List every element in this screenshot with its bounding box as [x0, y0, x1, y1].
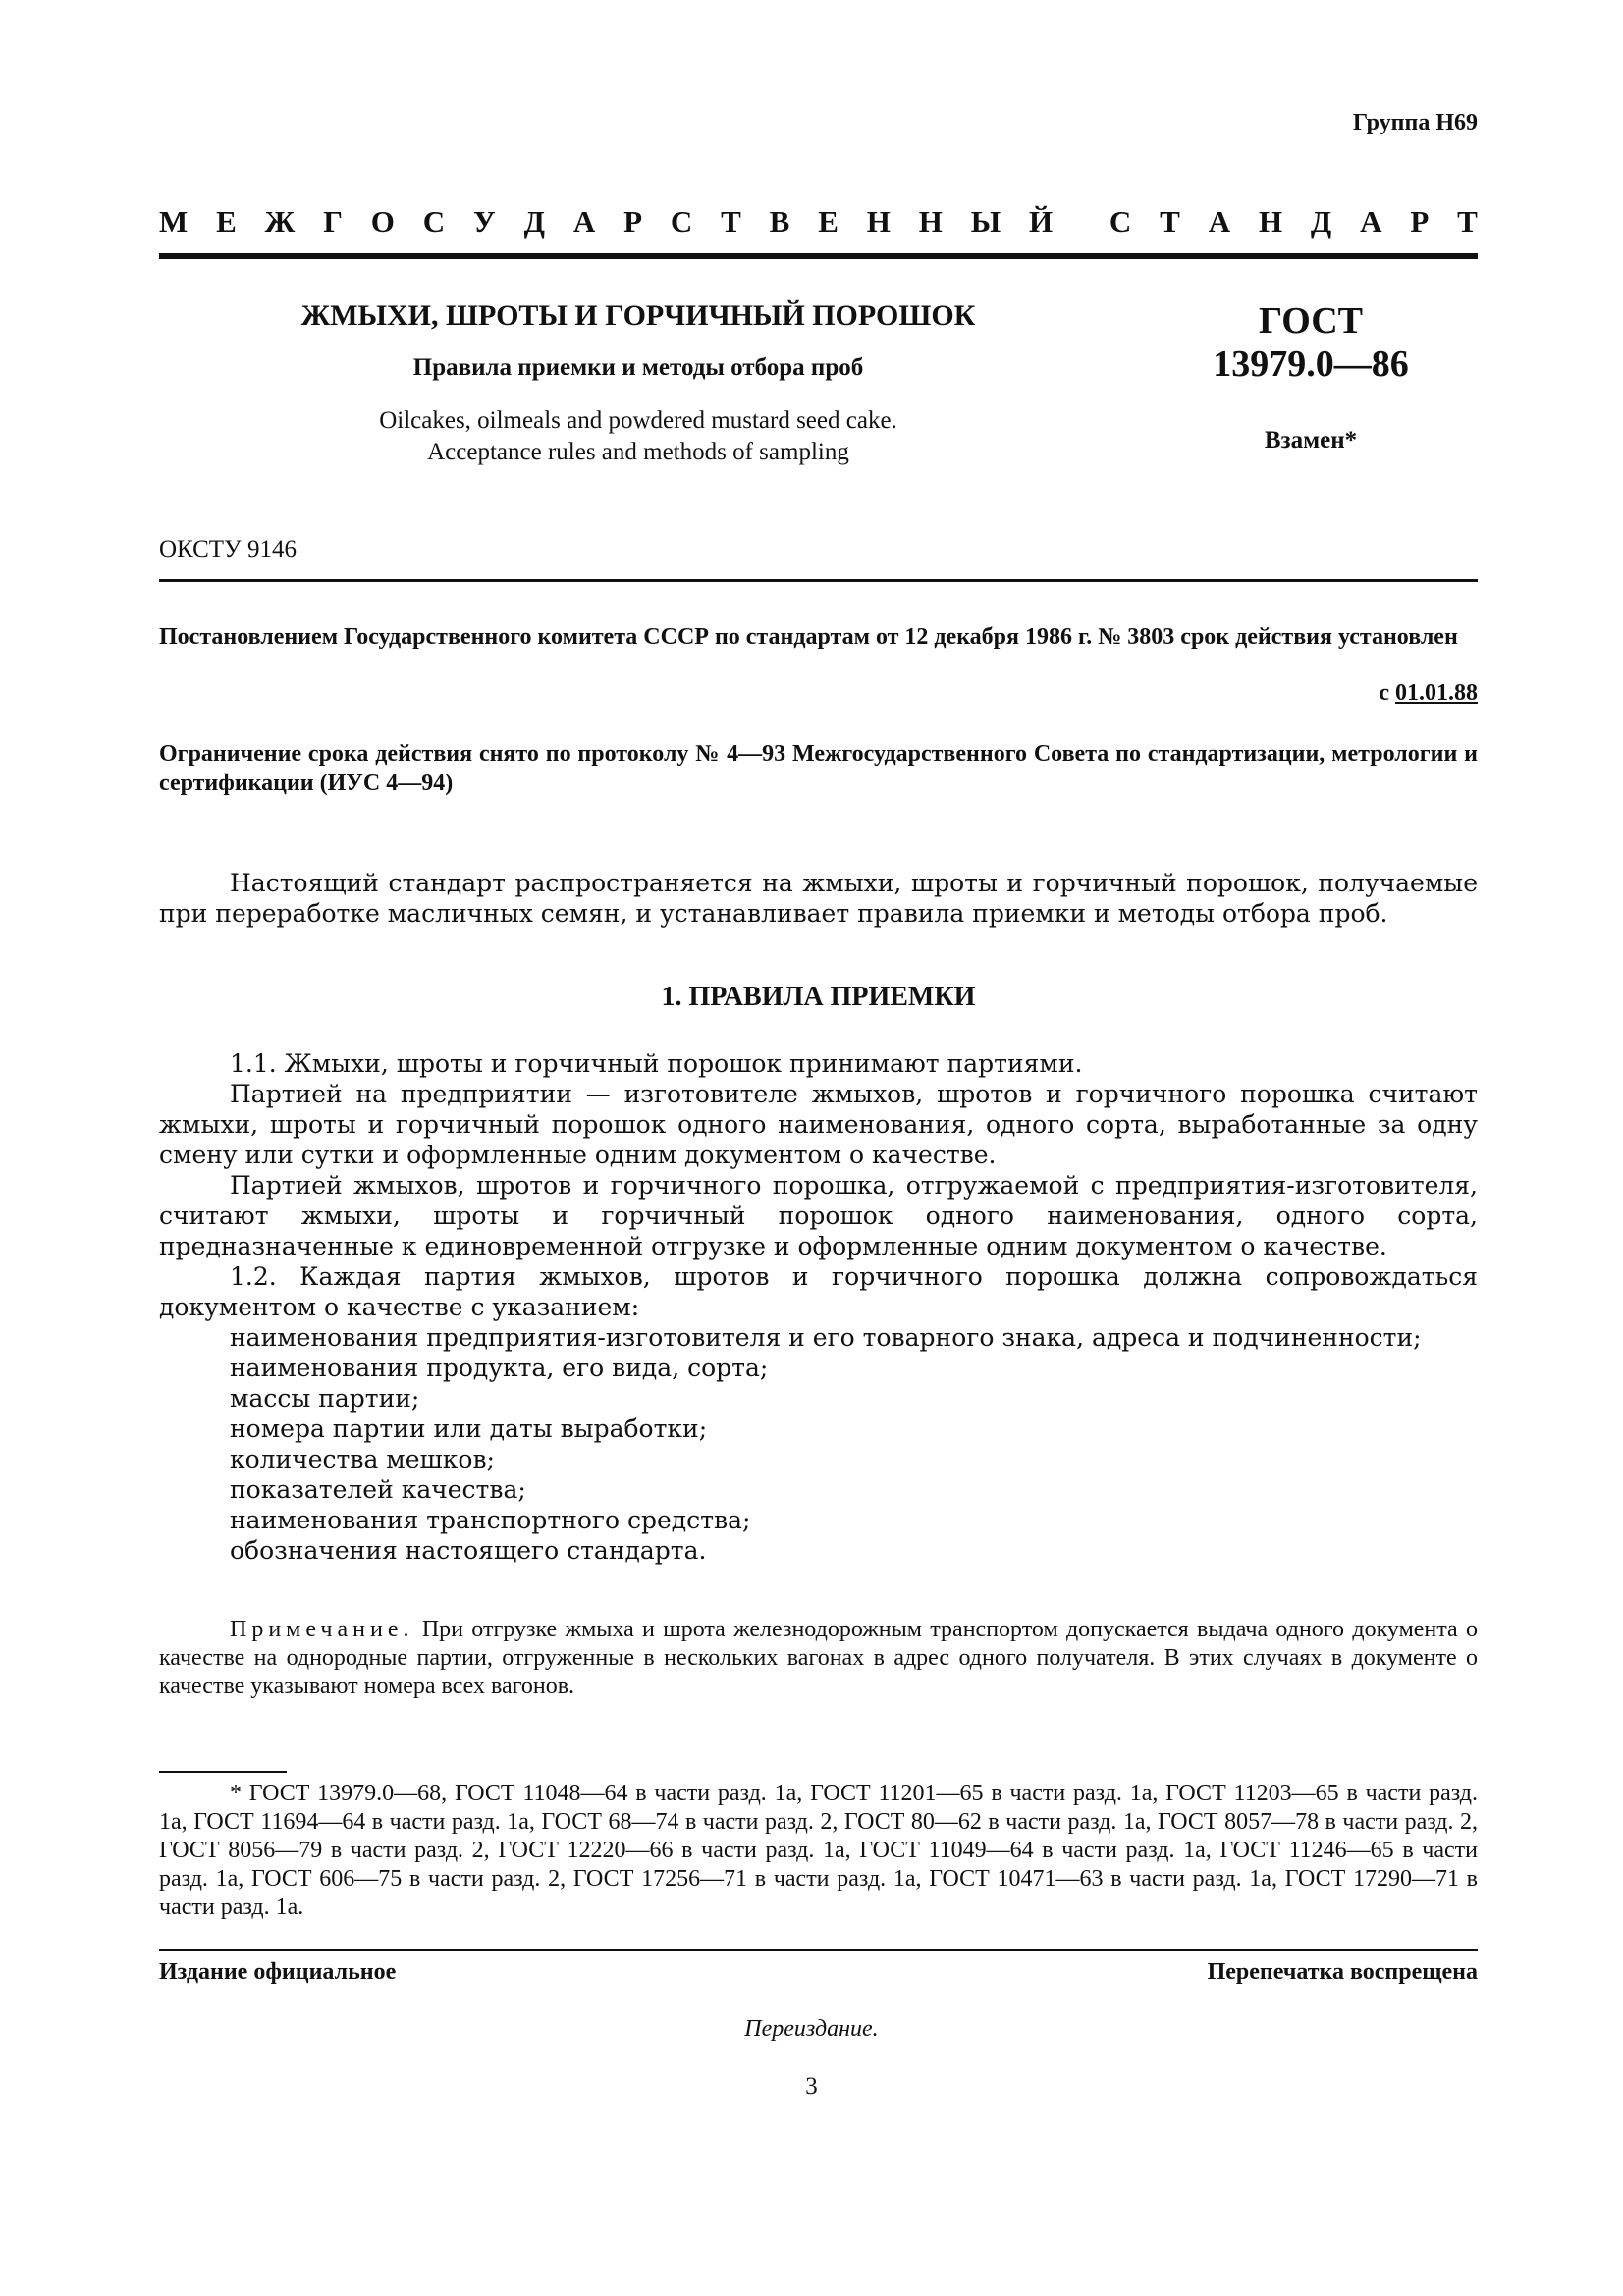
official-edition: Издание официальное	[159, 1959, 397, 1985]
heading-letter: Т	[1160, 204, 1180, 239]
heading-letter: Е	[818, 204, 839, 239]
heading-letter: С	[422, 204, 446, 239]
list-item: количества мешков;	[230, 1445, 495, 1473]
reissue-label: Переиздание.	[744, 2016, 879, 2042]
heading-letter: О	[370, 204, 395, 239]
heading-letter: Т	[721, 204, 741, 239]
reprint-ban: Перепечатка воспрещена	[1207, 1959, 1478, 1985]
list-item: номера партии или даты выработки;	[230, 1415, 708, 1443]
footnote-rule	[159, 1771, 287, 1773]
paragraph: 1.1. Жмыхи, шроты и горчичный порошок принимают партиями.	[230, 1049, 1083, 1078]
okstu-rule	[159, 579, 1478, 582]
heading-rule	[159, 253, 1478, 259]
heading-letter: Д	[1310, 204, 1332, 239]
heading-letter: Е	[216, 204, 237, 239]
heading-letter: Й	[1029, 204, 1054, 239]
list-item: наименования транспортного средства;	[230, 1506, 751, 1534]
document-title: ЖМЫХИ, ШРОТЫ И ГОРЧИЧНЫЙ ПОРОШОК	[300, 299, 976, 332]
heading-letter: Ж	[264, 204, 296, 239]
heading-letter: Ы	[970, 204, 1001, 239]
paragraph: 1.2. Каждая партия жмыхов, шротов и горчичного порошка должна сопровождаться документом о качестве с указанием:	[159, 1262, 1478, 1321]
heading-letter: В	[769, 204, 790, 239]
effective-date: 01.01.88	[1395, 680, 1478, 706]
gost-number: 13979.0—86	[1213, 344, 1409, 385]
intro-paragraph: Настоящий стандарт распространяется на жмыхи, шроты и горчичный порошок, получаемые при переработке масличных семян, и устанавливает правила приемки и методы отбора проб.	[159, 869, 1478, 928]
note	[159, 1616, 1478, 1701]
heading-letter: А	[572, 204, 596, 239]
replaces-label: Взамен*	[1264, 427, 1358, 454]
heading-letter: Н	[1258, 204, 1283, 239]
english-title-line: Oilcakes, oilmeals and powdered mustard seed cake.	[379, 407, 897, 434]
group-code: Группа Н69	[1352, 110, 1478, 135]
footer-rule	[159, 1949, 1478, 1951]
effective-prefix: с	[1379, 680, 1389, 706]
english-title-line: Acceptance rules and methods of sampling	[427, 439, 849, 465]
list-item: обозначения настоящего стандарта.	[230, 1536, 707, 1565]
heading-letter: Т	[1457, 204, 1478, 239]
gost-label: ГОСТ	[1258, 300, 1364, 342]
limitation-text: Ограничение срока действия снято по протоколу № 4—93 Межгосударственного Совета по стандартизации, метрологии и сертификации (ИУС 4—94)	[159, 741, 1478, 796]
list-item: наименования продукта, его вида, сорта;	[230, 1354, 769, 1382]
heading-letter: М	[159, 204, 189, 239]
section-title: 1. ПРАВИЛА ПРИЕМКИ	[661, 982, 976, 1012]
gost-block	[1168, 299, 1453, 454]
list-item: наименования предприятия-изготовителя и его товарного знака, адреса и подчиненности;	[230, 1323, 1422, 1352]
heading-letter: А	[1208, 204, 1231, 239]
okstu-code: ОКСТУ 9146	[159, 536, 298, 562]
heading-letter: Н	[866, 204, 891, 239]
note-text: При отгрузке жмыха и шрота железнодорожным транспортом допускается выдача одного документа о качестве на однородные партии, отгруженные в нескольких вагонах в адрес одного получателя. В этих случаях в документе о качестве указывают номера всех вагонов.	[159, 1617, 1479, 1699]
list-item: массы партии;	[230, 1384, 420, 1413]
section-body	[159, 1048, 1478, 1566]
page-number: 3	[805, 2073, 818, 2100]
english-title	[285, 405, 992, 468]
heading-letter: С	[1109, 204, 1132, 239]
title-block	[285, 299, 992, 468]
document-subtitle: Правила приемки и методы отбора проб	[412, 354, 864, 381]
note-label: Примечание.	[230, 1617, 414, 1642]
decree-text: Постановлением Государственного комитета СССР по стандартам от 12 декабря 1986 г. № 3803 срок действия установлен	[159, 624, 1458, 650]
list-item: показателей качества;	[230, 1475, 526, 1504]
heading-letter: С	[670, 204, 693, 239]
paragraph: Партией жмыхов, шротов и горчичного порошка, отгружаемой с предприятия-изготовителя, считают жмыхи, шроты и горчичный порошок одного наименования, одного сорта, предназначенные к единовременной отгрузке и оформленные одним документом о качестве.	[159, 1171, 1478, 1260]
footnote: * ГОСТ 13979.0—68, ГОСТ 11048—64 в части разд. 1а, ГОСТ 11201—65 в части разд. 1а, ГОСТ 11203—65 в части разд. 1а, ГОСТ 11694—64 в части разд. 1а, ГОСТ 68—74 в части разд. 2, ГОСТ 80—62 в части разд. 1а, ГОСТ 8057—78 в части разд. 2, ГОСТ 8056—79 в части разд. 2, ГОСТ 12220—66 в части разд. 1а, ГОСТ 11049—64 в части разд. 1а, ГОСТ 11246—65 в части разд. 1а, ГОСТ 606—75 в части разд. 2, ГОСТ 17256—71 в части разд. 1а, ГОСТ 10471—63 в части разд. 1а, ГОСТ 17290—71 в части разд. 1а.	[159, 1781, 1478, 1920]
effective-date-line	[1379, 680, 1478, 707]
heading-letter: А	[1360, 204, 1382, 239]
heading-letter: У	[473, 204, 496, 239]
paragraph: Партией на предприятии — изготовителе жмыхов, шротов и горчичного порошка считают жмыхи, шроты и горчичный порошок одного наименования, одного сорта, выработанные за одну смену или сутки и оформленные одним документом о качестве.	[159, 1080, 1478, 1169]
interstate-standard-heading	[159, 204, 1478, 240]
heading-letter: Р	[623, 204, 643, 239]
heading-letter: Г	[323, 204, 343, 239]
heading-letter: Н	[918, 204, 943, 239]
heading-letter: Р	[1410, 204, 1430, 239]
heading-letter: Д	[523, 204, 545, 239]
